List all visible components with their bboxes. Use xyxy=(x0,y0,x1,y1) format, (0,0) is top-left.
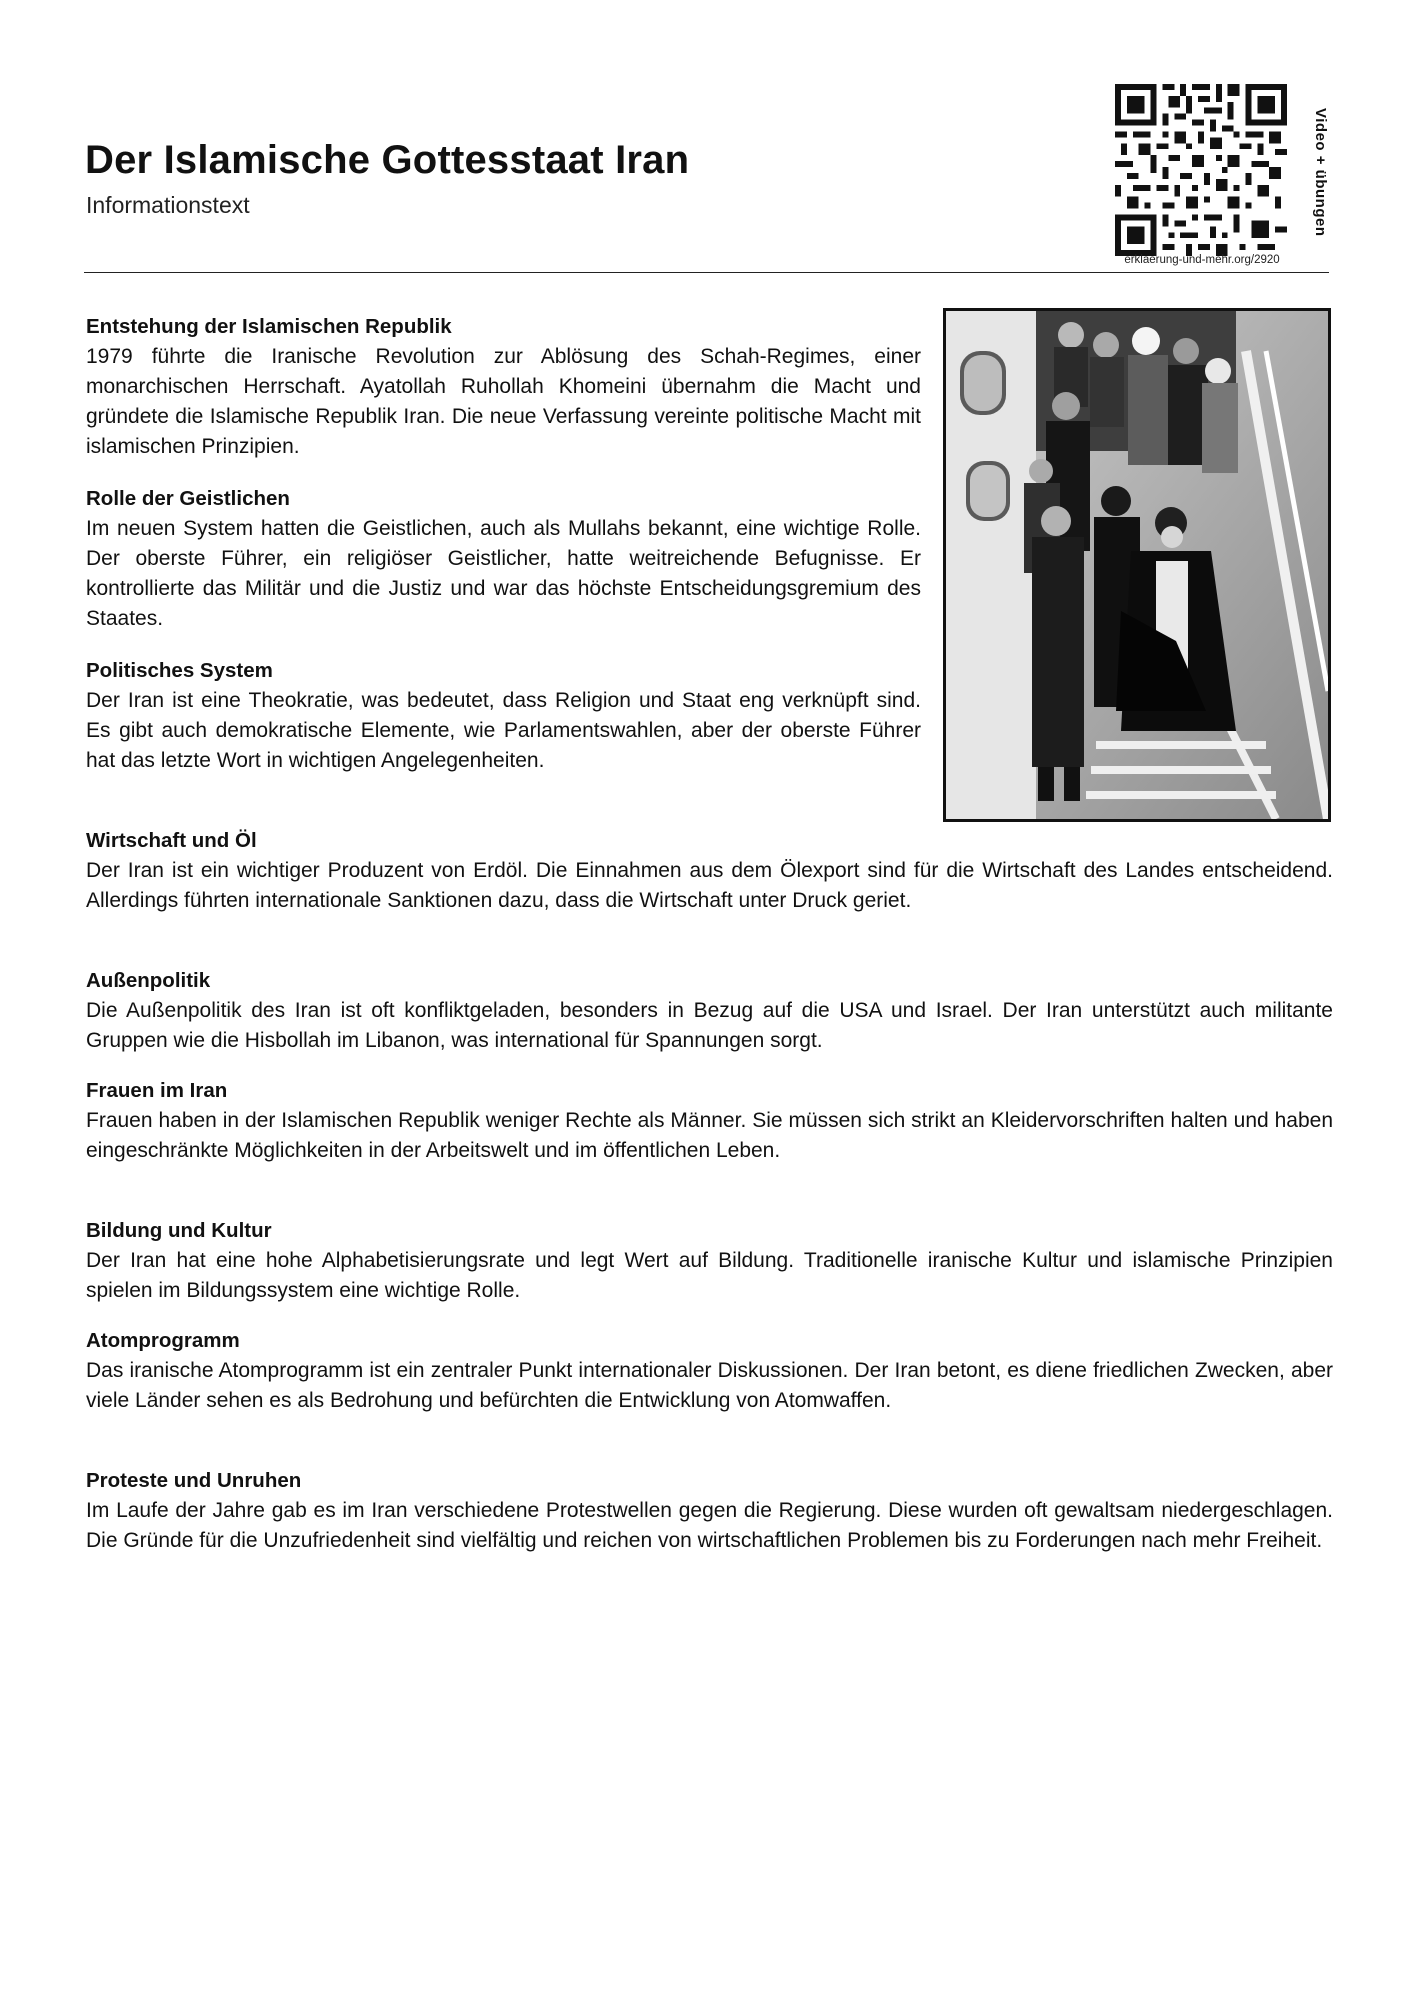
section-heading: Wirtschaft und Öl xyxy=(86,829,257,852)
page-subtitle: Informationstext xyxy=(86,192,250,218)
section-heading: Außenpolitik xyxy=(86,969,211,992)
section-wirtschaft xyxy=(86,826,1333,916)
section-heading: Bildung und Kultur xyxy=(86,1219,272,1242)
section-heading: Frauen im Iran xyxy=(86,1079,228,1102)
section-heading: Politisches System xyxy=(86,659,273,682)
section-heading: Proteste und Unruhen xyxy=(86,1469,302,1492)
section-bildung xyxy=(86,1216,1333,1306)
section-aussenpolitik xyxy=(86,966,1333,1056)
section-text: Im neuen System hatten die Geistlichen, auch als Mullahs bekannt, eine wichtige Rolle. Der oberste Führer, ein religiöser Geistlicher, hatte weitreichende Befugnisse. Er kontrollierte das Militär und die Justiz und war das höchste Entscheidungsgremium des Staates. xyxy=(86,517,921,630)
section-entstehung xyxy=(86,312,921,462)
video-exercises-label: Video + übungen xyxy=(1312,108,1329,237)
page-title: Der Islamische Gottesstaat Iran xyxy=(85,138,690,182)
qr-code[interactable] xyxy=(1115,84,1287,256)
section-heading: Atomprogramm xyxy=(86,1329,240,1352)
section-atomprogramm xyxy=(86,1326,1333,1416)
section-proteste xyxy=(86,1466,1333,1556)
section-text: Der Iran ist ein wichtiger Produzent von Erdöl. Die Einnahmen aus dem Ölexport sind für die Wirtschaft des Landes entscheidend. Allerdings führten internationale Sanktionen dazu, dass die Wirtschaft unter Druck geriet. xyxy=(86,859,1333,912)
section-text: Der Iran hat eine hohe Alphabetisierungsrate und legt Wert auf Bildung. Traditionelle iranische Kultur und islamische Prinzipien spielen im Bildungssystem eine wichtige Rolle. xyxy=(86,1249,1333,1302)
header-divider xyxy=(84,272,1329,273)
section-text: Die Außenpolitik des Iran ist oft konfliktgeladen, besonders in Bezug auf die USA und Israel. Der Iran unterstützt auch militante Gruppen wie die Hisbollah im Libanon, was international für Spannungen sorgt. xyxy=(86,999,1333,1052)
section-text: Das iranische Atomprogramm ist ein zentraler Punkt internationaler Diskussionen. Der Iran betont, es diene friedlichen Zwecken, aber viele Länder sehen es als Bedrohung und befürchten die Entwicklung von Atomwaffen. xyxy=(86,1359,1333,1412)
section-frauen xyxy=(86,1076,1333,1166)
section-text: Im Laufe der Jahre gab es im Iran verschiedene Protestwellen gegen die Regierung. Diese wurden oft gewaltsam niedergeschlagen. Die Gründe für die Unzufriedenheit sind vielfältig und reichen von wirtschaftlichen Problemen bis zu Forderungen nach mehr Freiheit. xyxy=(86,1499,1333,1552)
section-politisches-system xyxy=(86,656,921,776)
historical-photo xyxy=(943,308,1331,822)
section-geistliche xyxy=(86,484,921,634)
section-text: Der Iran ist eine Theokratie, was bedeutet, dass Religion und Staat eng verknüpft sind. Es gibt auch demokratische Elemente, wie Parlamentswahlen, aber der oberste Führer hat das letzte Wort in wichtigen Angelegenheiten. xyxy=(86,689,921,772)
qr-caption: erklaerung-und-mehr.org/2920 xyxy=(1124,254,1280,266)
section-heading: Entstehung der Islamischen Republik xyxy=(86,315,452,338)
section-heading: Rolle der Geistlichen xyxy=(86,487,290,510)
section-text: 1979 führte die Iranische Revolution zur Ablösung des Schah-Regimes, einer monarchischen Herrschaft. Ayatollah Ruhollah Khomeini übernahm die Macht und gründete die Islamische Republik Iran. Die neue Verfassung vereinte politische Macht mit islamischen Prinzipien. xyxy=(86,345,921,458)
section-text: Frauen haben in der Islamischen Republik weniger Rechte als Männer. Sie müssen sich strikt an Kleidervorschriften halten und haben eingeschränkte Möglichkeiten in der Arbeitswelt und im öffentlichen Leben. xyxy=(86,1109,1333,1162)
